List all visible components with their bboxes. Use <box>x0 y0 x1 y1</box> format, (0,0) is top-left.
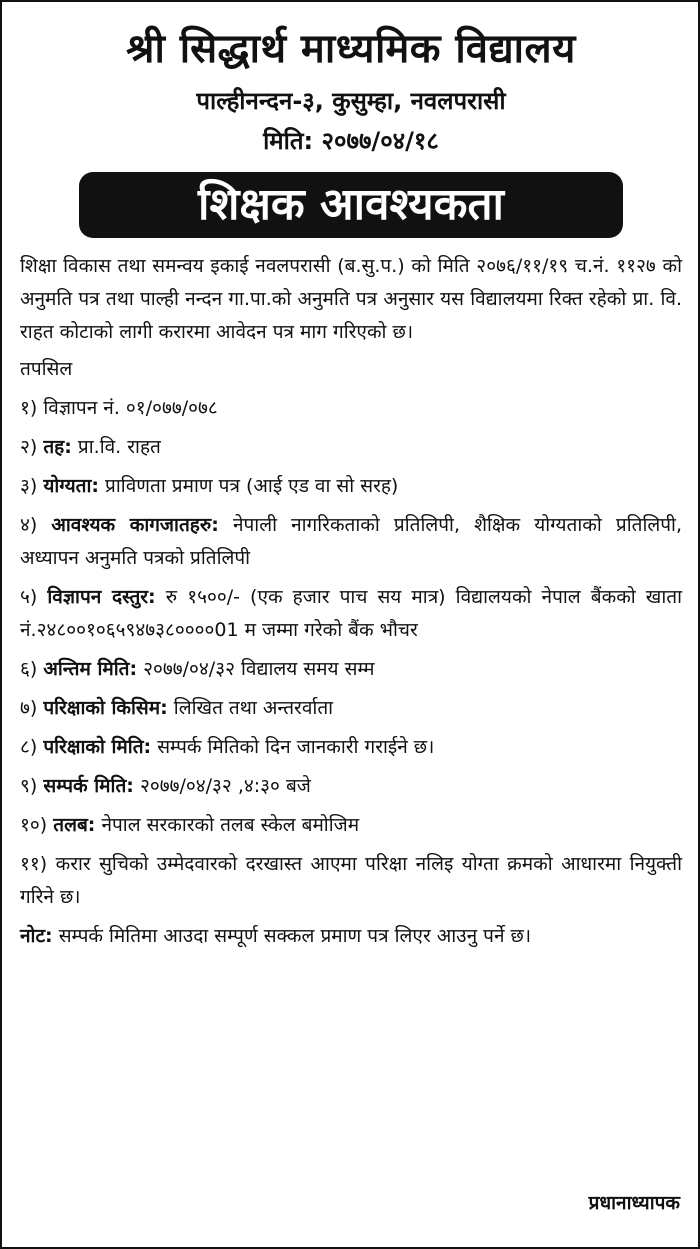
item-number: ९) <box>20 775 38 797</box>
item-number: २) <box>20 436 38 458</box>
list-item <box>20 386 682 425</box>
item-number: ५) <box>20 586 38 608</box>
list-item <box>20 764 682 803</box>
notice-date: मिति: २०७७/०४/१८ <box>263 127 439 155</box>
item-text: नेपाली नागरिकताको प्रतिलिपी, शैक्षिक योग्यताको प्रतिलिपी, अध्यापन अनुमति पत्रको प्रतिलिपी <box>20 514 682 569</box>
item-number: ८) <box>20 736 38 758</box>
item-label: अन्तिम मिति: <box>43 658 138 680</box>
item-text: २०७७/०४/३२ ,४:३० बजे <box>139 775 311 797</box>
item-number: ७) <box>20 697 38 719</box>
item-number: १) <box>20 397 38 419</box>
item-text: रु १५००/- (एक हजार पाच सय मात्र) विद्यालयको नेपाल बैंकको खाता नं.२४८००१०६५९४७३८००००01 म जम्मा गरेको बैंक भौचर <box>20 586 683 641</box>
intro-paragraph: शिक्षा विकास तथा समन्वय इकाई नवलपरासी (ब.सु.प.) को मिति २०७६/११/१९ च.नं. ११२७ को अनुमति पत्र तथा पाल्ही नन्दन गा.पा.को अनुमति पत्र अनुसार यस विद्यालयमा रिक्त रहेको प्रा. वि. राहत कोटाको लागी करारमा आवेदन पत्र माग गरिएको छ। <box>20 255 682 343</box>
item-text: लिखित तथा अन्तरर्वाता <box>173 697 334 719</box>
item-text: प्राविणता प्रमाण पत्र (आई एड वा सो सरह) <box>105 475 399 497</box>
item-label: परिक्षाको मिति: <box>43 736 152 758</box>
list-item <box>20 686 682 725</box>
item-text: विज्ञापन नं. ०१/०७७/०७८ <box>43 397 218 419</box>
list-item <box>20 803 682 842</box>
school-name: श्री सिद्धार्थ माध्यमिक विद्यालय <box>126 26 576 72</box>
item-label: परिक्षाको किसिम: <box>43 697 168 719</box>
notice-body <box>20 250 682 953</box>
list-item <box>20 725 682 764</box>
list-item <box>20 842 682 914</box>
note-label: नोट: <box>20 925 53 947</box>
item-label: विज्ञापन दस्तुर: <box>47 586 156 608</box>
item-number: १०) <box>20 814 48 836</box>
details-heading: तपसिल <box>20 358 73 380</box>
list-item <box>20 503 682 575</box>
school-address: पाल्हीनन्दन-३, कुसुम्हा, नवलपरासी <box>196 87 506 115</box>
item-label: योग्यता: <box>43 475 99 497</box>
item-number: ४) <box>20 514 38 536</box>
list-item <box>20 464 682 503</box>
item-label: सम्पर्क मिति: <box>43 775 134 797</box>
signature-principal: प्रधानाध्यापक <box>588 1192 680 1214</box>
list-item <box>20 575 682 647</box>
item-text: करार सुचिको उम्मेदवारको दरखास्त आएमा परिक्षा नलिइ योग्ता क्रमको आधारमा नियुक्ती गरिने छ। <box>20 853 682 908</box>
item-number: ११) <box>20 853 48 875</box>
note-text: सम्पर्क मितिमा आउदा सम्पूर्ण सक्कल प्रमाण पत्र लिएर आउनु पर्ने छ। <box>58 925 532 947</box>
notice-title-banner: शिक्षक आवश्यकता <box>79 172 623 238</box>
item-text: नेपाल सरकारको तलब स्केल बमोजिम <box>101 814 360 836</box>
item-label: तह: <box>43 436 72 458</box>
note-line <box>20 914 682 953</box>
item-text: सम्पर्क मितिको दिन जानकारी गराईने छ। <box>157 736 435 758</box>
item-label: आवश्यक कागजातहरु: <box>51 514 219 536</box>
item-text: २०७७/०४/३२ विद्यालय समय सम्म <box>143 658 375 680</box>
list-item <box>20 647 682 686</box>
item-text: प्रा.वि. राहत <box>77 436 161 458</box>
item-number: ६) <box>20 658 38 680</box>
item-number: ३) <box>20 475 38 497</box>
item-label: तलब: <box>53 814 96 836</box>
list-item <box>20 425 682 464</box>
